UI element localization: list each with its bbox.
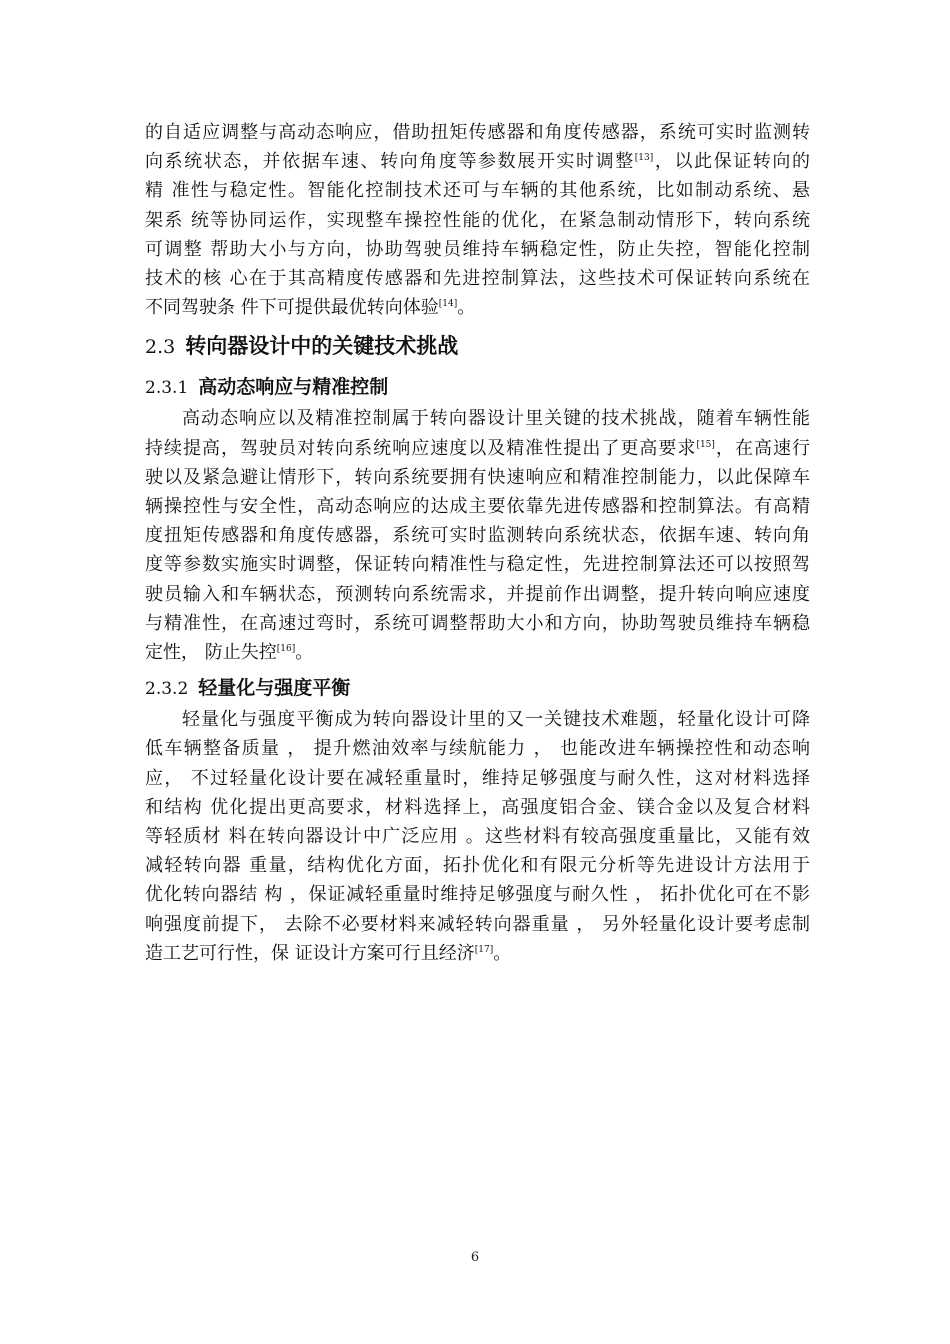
- text-line: 低车辆整备质量 ， 提升燃油效率与续航能力 ， 也能改进车辆操控性和动态响: [145, 738, 810, 760]
- text-line: 驶员输入和车辆状态，预测转向系统需求，并提前作出调整，提升转向响应速度: [145, 583, 810, 605]
- text-line: 度扭矩传感器和角度传感器，系统可实时监测转向系统状态，依据车速、转向角: [145, 525, 810, 547]
- text-line: 持续提高，驾驶员对转向系统响应速度以及精准性提出了更高要求[15]，在高速行: [145, 437, 810, 459]
- text-line: 技术的核 心在于其高精度传感器和先进控制算法，这些技术可保证转向系统在: [145, 268, 810, 290]
- text-line: 与精准性，在高速过弯时，系统可调整帮助大小和方向，协助驾驶员维持车辆稳: [145, 612, 810, 634]
- text-line: 等轻质材 料在转向器设计中广泛应用 。这些材料有较高强度重量比，又能有效: [145, 826, 810, 848]
- text-line: 度等参数实施实时调整，保证转向精准性与稳定性，先进控制算法还可以按照驾: [145, 554, 810, 576]
- subsection-heading-2-3-1: [145, 370, 810, 404]
- page-number: 6: [470, 1250, 480, 1265]
- text-line: 响强度前提下， 去除不必要材料来减轻转向器重量 ， 另外轻量化设计要考虑制: [145, 913, 810, 935]
- text-line: 架系 统等协同运作，实现整车操控性能的优化，在紧急制动情形下，转向系统: [145, 209, 810, 231]
- subsection-title: 高动态响应与精准控制: [198, 376, 389, 399]
- subsection-number: 2.3.2: [145, 679, 189, 700]
- section-heading-2-3: [145, 326, 810, 366]
- text-line: 辆操控性与安全性，高动态响应的达成主要依靠先进传感器和控制算法。有高精: [145, 496, 810, 518]
- citation-ref: [13]: [634, 153, 654, 164]
- text-line: 精 准性与稳定性。智能化控制技术还可与车辆的其他系统，比如制动系统、悬: [145, 180, 810, 202]
- section-number: 2.3: [145, 336, 176, 359]
- text-line: 高动态响应以及精准控制属于转向器设计里关键的技术挑战，随着车辆性能: [182, 408, 810, 430]
- citation-ref: [14]: [438, 299, 458, 310]
- paragraph-2-3-2: [145, 705, 810, 968]
- text-line: 轻量化与强度平衡成为转向器设计里的又一关键技术难题，轻量化设计可降: [182, 709, 810, 731]
- text-line: 优化转向器结 构 ，保证减轻重量时维持足够强度与耐久性 ， 拓扑优化可在不影: [145, 884, 810, 906]
- subsection-number: 2.3.1: [145, 378, 189, 399]
- text-line: 造工艺可行性，保 证设计方案可行且经济[17]。: [145, 942, 512, 964]
- text-line: 的自适应调整与高动态响应，借助扭矩传感器和角度传感器，系统可实时监测转: [145, 122, 810, 143]
- text-line: 减轻转向器 重量，结构优化方面，拓扑优化和有限元分析等先进设计方法用于: [145, 855, 810, 877]
- text-line: 向系统状态，并依据车速、转向角度等参数展开实时调整[13]，以此保证转向的: [145, 151, 811, 173]
- text-line: 驶以及紧急避让情形下，转向系统要拥有快速响应和精准控制能力，以此保障车: [145, 466, 810, 488]
- intro-paragraph: [145, 118, 810, 322]
- page-body: [145, 118, 810, 968]
- text-line: 定性， 防止失控[16]。: [145, 642, 314, 664]
- paragraph-2-3-1: [145, 404, 810, 667]
- citation-ref: [17]: [474, 944, 494, 955]
- text-line: 应， 不过轻量化设计要在减轻重量时，维持足够强度与耐久性，这对材料选择: [145, 767, 810, 789]
- section-title: 转向器设计中的关键技术挑战: [185, 334, 459, 359]
- text-line: 不同驾驶条 件下可提供最优转向体验[14]。: [145, 297, 476, 319]
- subsection-heading-2-3-2: [145, 671, 810, 705]
- citation-ref: [15]: [696, 439, 715, 450]
- subsection-title: 轻量化与强度平衡: [198, 677, 351, 700]
- text-line: 可调整 帮助大小与方向，协助驾驶员维持车辆稳定性，防止失控，智能化控制: [145, 238, 810, 260]
- text-line: 和结构 优化提出更高要求，材料选择上，高强度铝合金、镁合金以及复合材料: [145, 796, 810, 818]
- citation-ref: [16]: [276, 644, 296, 655]
